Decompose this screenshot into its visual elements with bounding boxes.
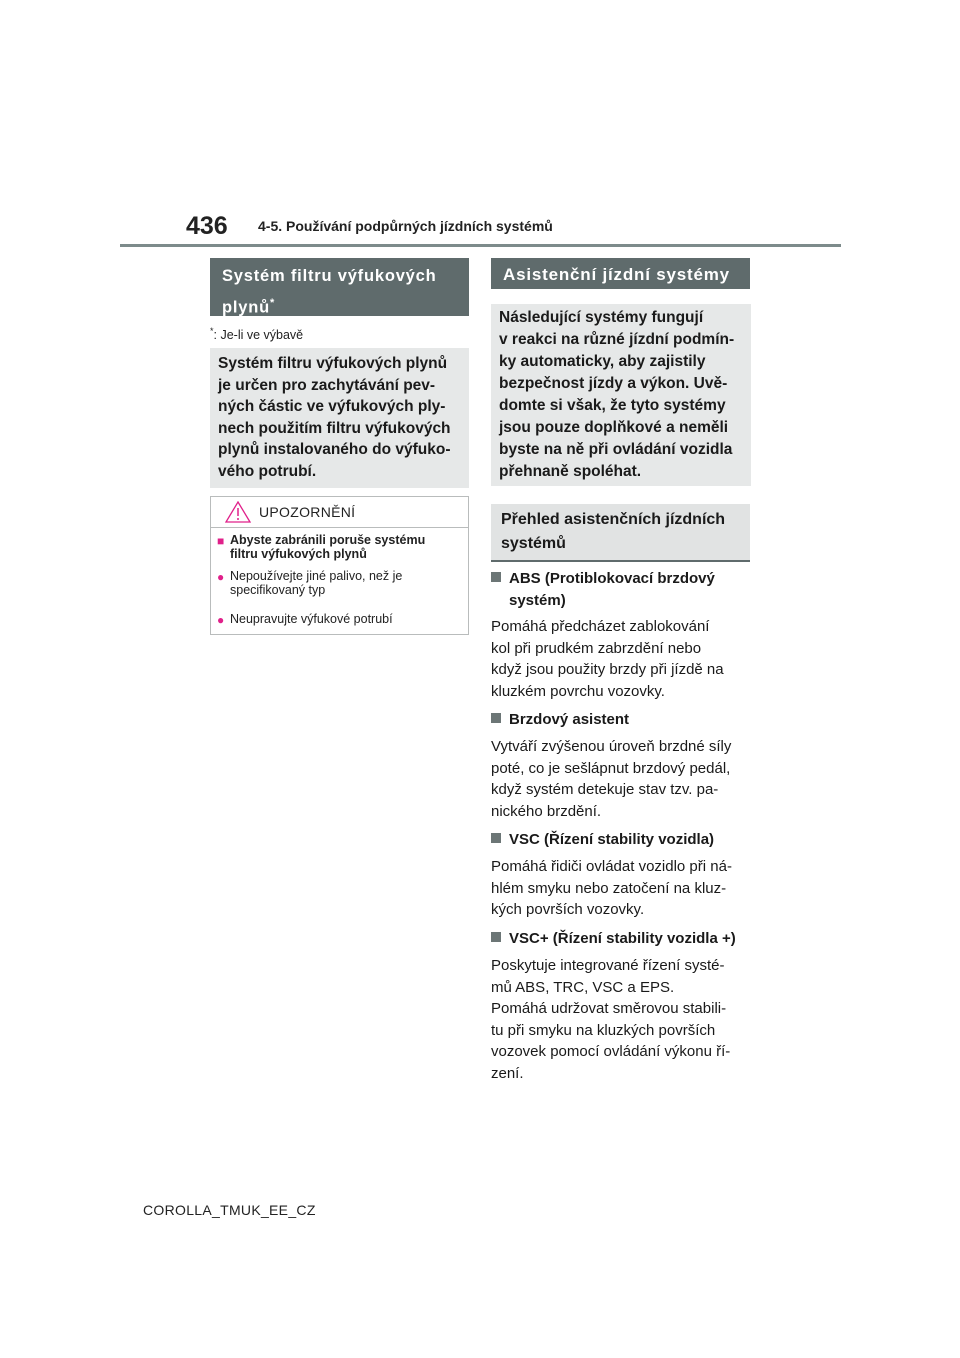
warning-header bbox=[211, 497, 468, 528]
item-body: Pomáhá předcházet zablokování kol při prudkém zabrzdění nebo když jsou použity brzdy při jízdě na kluzkém povrchu vozovky. bbox=[491, 618, 724, 700]
heading-footnote-mark: * bbox=[270, 297, 276, 309]
page-number: 436 bbox=[186, 212, 228, 240]
bullet-icon: ● bbox=[217, 613, 225, 627]
warning-item bbox=[217, 612, 393, 626]
warning-box bbox=[210, 496, 469, 635]
exhaust-filter-heading-line2: plynů bbox=[222, 298, 270, 317]
warning-heading bbox=[217, 533, 425, 561]
square-bullet-icon bbox=[491, 833, 501, 843]
footnote bbox=[210, 326, 303, 342]
item-title bbox=[491, 928, 761, 950]
warning-item-text: Nepoužívejte jiné palivo, než je specifikovaný typ bbox=[230, 569, 403, 597]
item-body: Poskytuje integrované řízení systé- mů ABS, TRC, VSC a EPS. Pomáhá udržovat směrovou stabili- tu při smyku na kluzkých površích vozovek pomocí ovládání výkonu ří- zení. bbox=[491, 957, 731, 1082]
item-body: Pomáhá řidiči ovládat vozidlo při ná- hlém smyku nebo zatočení na kluz- kých površích vozovky. bbox=[491, 858, 732, 918]
document-code: COROLLA_TMUK_EE_CZ bbox=[143, 1202, 316, 1218]
header-rule bbox=[120, 244, 841, 247]
exhaust-filter-heading-line1: Systém filtru výfukových bbox=[222, 267, 437, 285]
item-title-text: ABS (Protiblokovací brzdový systém) bbox=[509, 570, 715, 609]
warning-item bbox=[217, 569, 402, 597]
square-bullet-icon bbox=[491, 932, 501, 942]
square-marker-icon: ■ bbox=[217, 534, 225, 548]
warning-heading-text: Abyste zabránili poruše systému filtru výfukových plynů bbox=[230, 533, 426, 561]
item-title-text: Brzdový asistent bbox=[509, 711, 630, 728]
warning-title: UPOZORNĚNÍ bbox=[259, 504, 356, 520]
section-title: 4-5. Používání podpůrných jízdních systémů bbox=[258, 218, 553, 234]
item-title bbox=[491, 829, 761, 851]
exhaust-filter-description: Systém filtru výfukových plynů je určen pro zachytávání pev- ných částic ve výfukových ply- nech použitím filtru výfukových plynů instalovaného do výfuko- vého potrubí. bbox=[210, 348, 469, 488]
footnote-mark: * bbox=[210, 326, 214, 336]
square-bullet-icon bbox=[491, 572, 501, 582]
exhaust-filter-heading bbox=[210, 258, 469, 316]
item-title-text: VSC (Řízení stability vozidla) bbox=[509, 831, 715, 848]
bullet-icon: ● bbox=[217, 570, 225, 584]
overview-heading: Přehled asistenčních jízdních systémů bbox=[491, 504, 750, 562]
item-body: Vytváří zvýšenou úroveň brzdné síly poté, co je sešlápnut brzdový pedál, když systém detekuje stav tzv. pa- nického brzdění. bbox=[491, 738, 732, 820]
square-bullet-icon bbox=[491, 713, 501, 723]
assist-systems-intro: Následující systémy fungují v reakci na různé jízdní podmín- ky automaticky, aby zajistily bezpečnost jízdy a výkon. Uvě- domte si však, že tyto systémy jsou pouze doplňkové a neměli byste na ně při ovládání vozidla přehnaně spoléhat. bbox=[491, 304, 751, 486]
footnote-text: : Je-li ve výbavě bbox=[213, 328, 304, 343]
item-title bbox=[491, 568, 761, 612]
item-title-text: VSC+ (Řízení stability vozidla +) bbox=[509, 930, 736, 947]
warning-item-text: Neupravujte výfukové potrubí bbox=[230, 612, 393, 626]
warning-triangle-icon bbox=[225, 501, 251, 523]
assist-systems-heading: Asistenční jízdní systémy bbox=[491, 258, 750, 289]
item-title bbox=[491, 709, 761, 731]
